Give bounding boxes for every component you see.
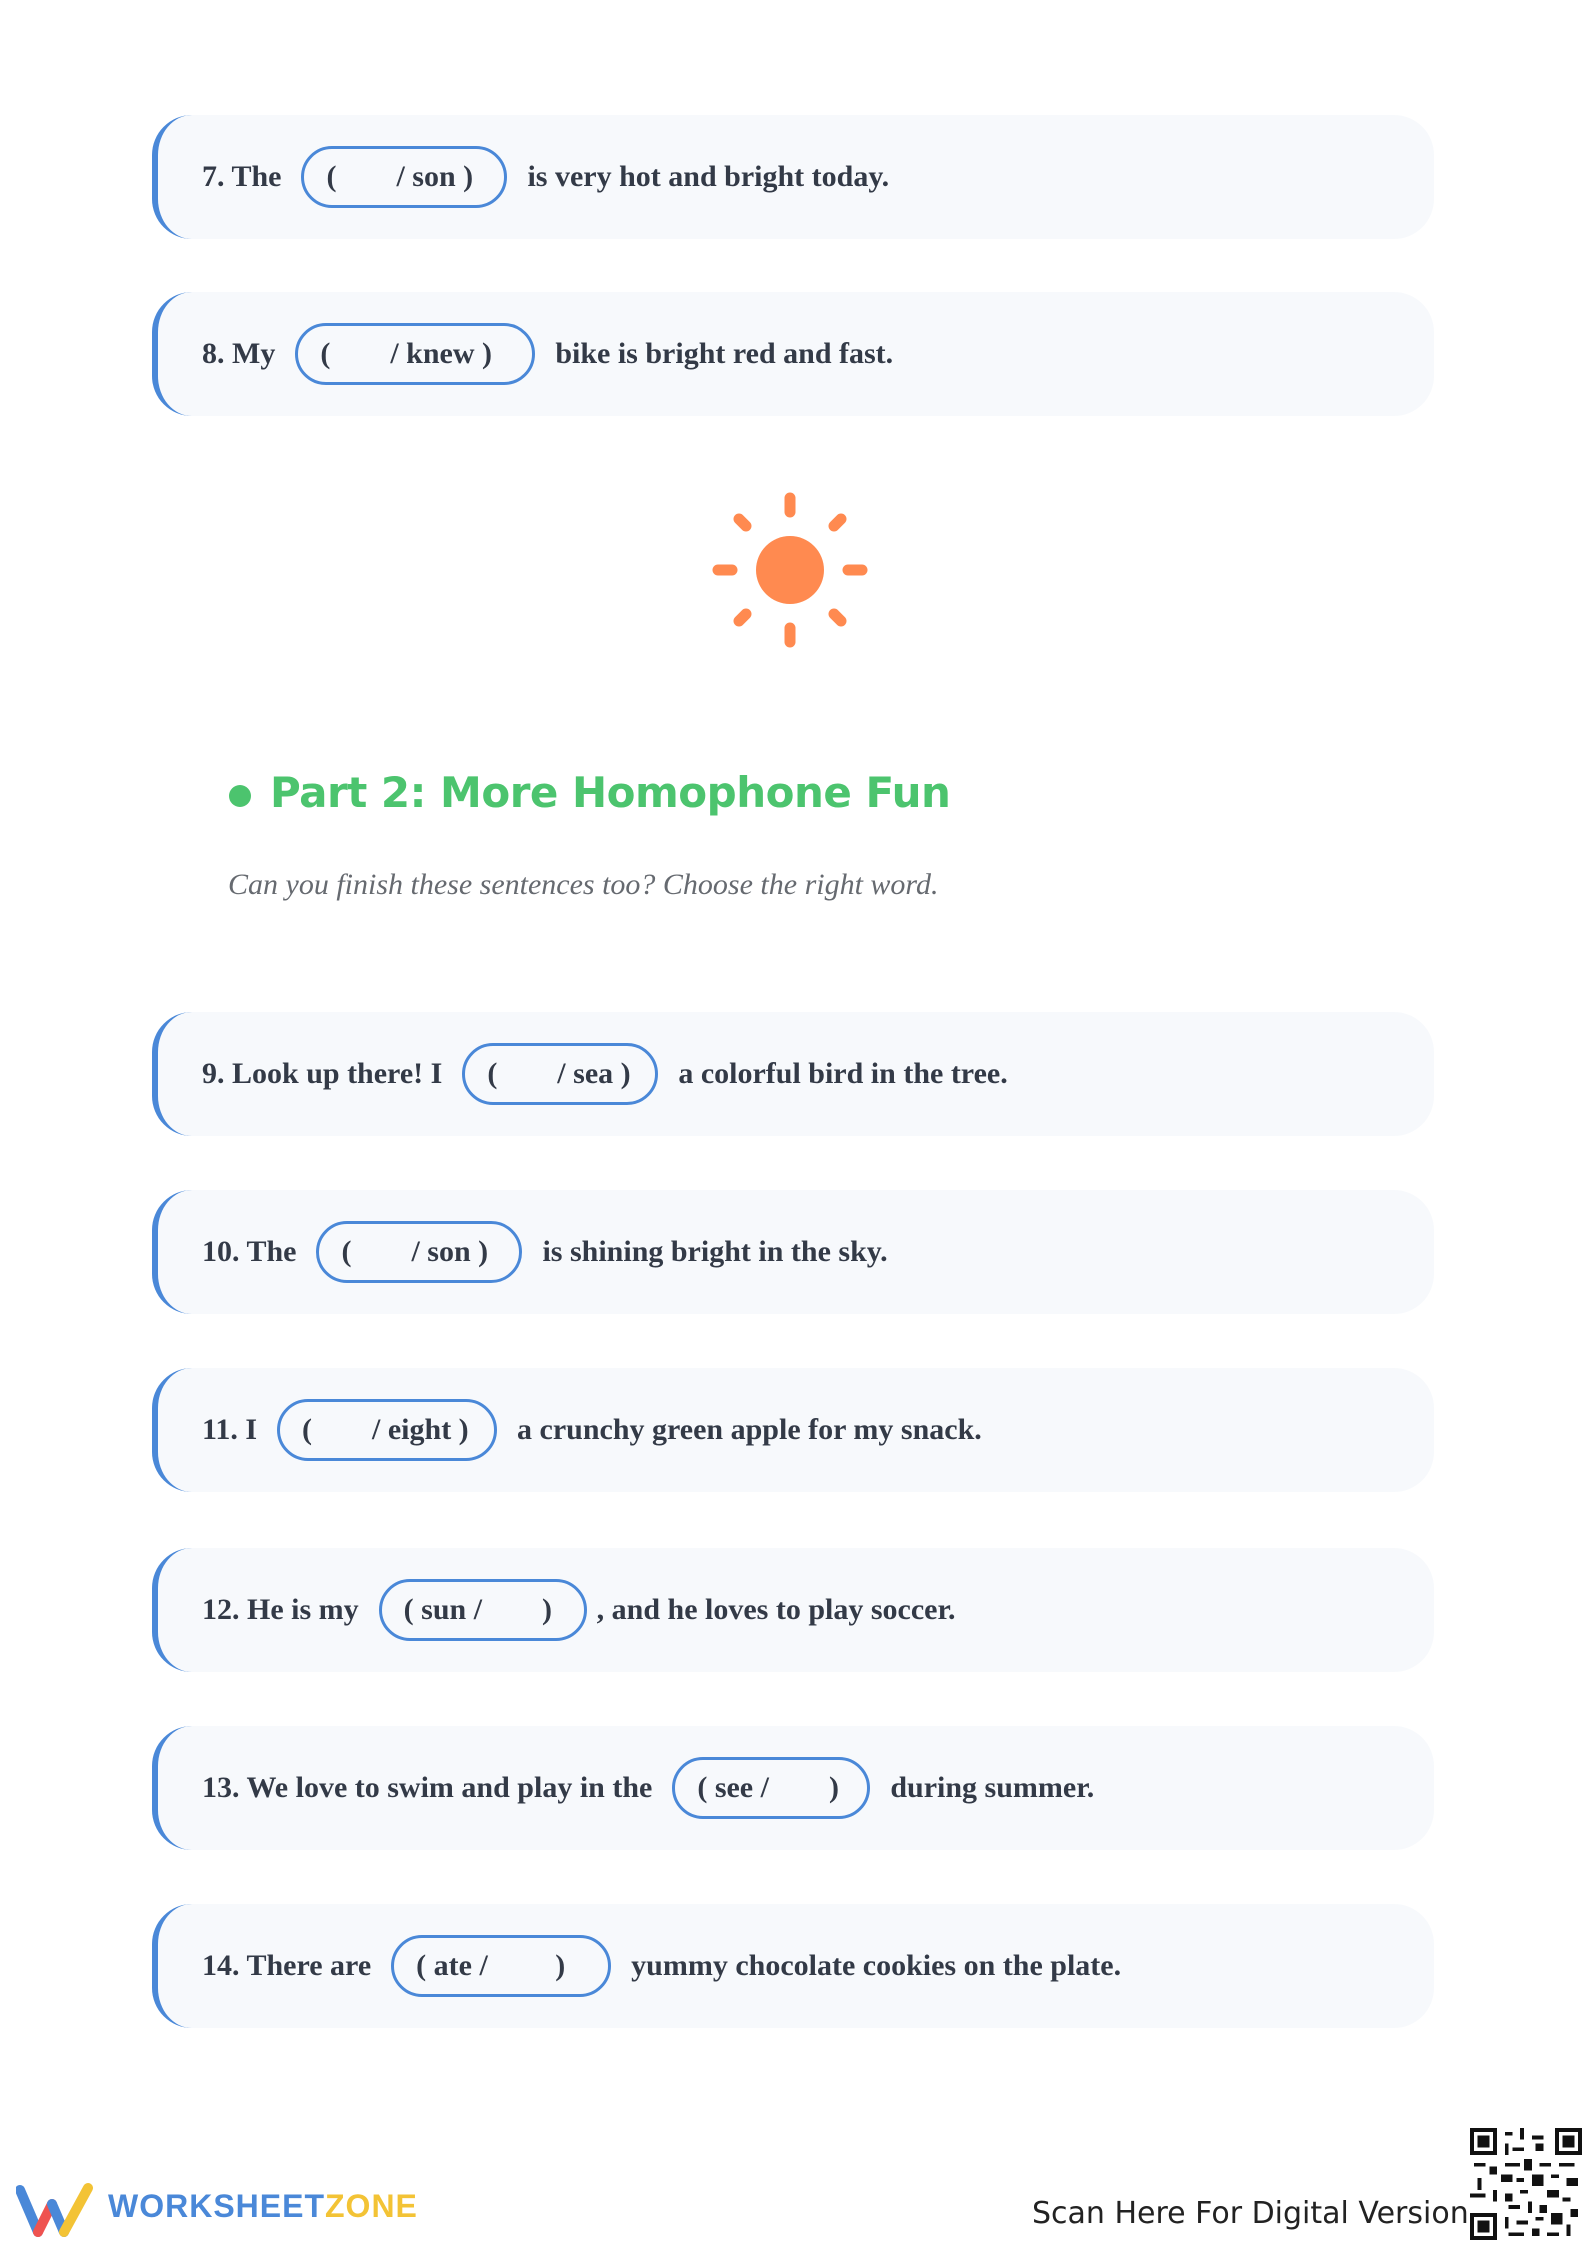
question-text-after: a colorful bird in the tree. bbox=[678, 1057, 1008, 1090]
question-13 bbox=[152, 1726, 1434, 1850]
scan-instruction: Scan Here For Digital Version bbox=[1032, 2196, 1469, 2231]
question-text-after: is shining bright in the sky. bbox=[542, 1235, 888, 1268]
question-11 bbox=[152, 1368, 1434, 1492]
qr-code-icon[interactable] bbox=[1470, 2128, 1582, 2240]
question-text-after: , and he loves to play soccer. bbox=[596, 1593, 956, 1626]
question-text-after: is very hot and bright today. bbox=[527, 160, 890, 193]
answer-choice-pill[interactable]: ( / knew ) bbox=[295, 323, 535, 385]
question-text-before: 7. The bbox=[202, 160, 282, 193]
answer-choice-pill[interactable]: ( see / ) bbox=[672, 1757, 870, 1819]
question-10 bbox=[152, 1190, 1434, 1314]
question-8 bbox=[152, 292, 1434, 416]
question-text-before: 9. Look up there! I bbox=[202, 1057, 443, 1090]
sun-icon bbox=[710, 490, 870, 650]
brand-name bbox=[108, 2188, 418, 2225]
question-7 bbox=[152, 115, 1434, 239]
answer-choice-pill[interactable]: ( / son ) bbox=[316, 1221, 522, 1283]
section-title: Part 2: More Homophone Fun bbox=[270, 768, 951, 817]
question-text-before: 10. The bbox=[202, 1235, 297, 1268]
question-text-before: 11. I bbox=[202, 1413, 258, 1446]
brand-name-part1: WORKSHEET bbox=[108, 2188, 325, 2224]
question-text-after: yummy chocolate cookies on the plate. bbox=[631, 1949, 1122, 1982]
question-text-before: 14. There are bbox=[202, 1949, 372, 1982]
question-12 bbox=[152, 1548, 1434, 1672]
answer-choice-pill[interactable]: ( / eight ) bbox=[277, 1399, 497, 1461]
section-subtitle: Can you finish these sentences too? Choose the right word. bbox=[228, 868, 939, 901]
answer-choice-pill[interactable]: ( ate / ) bbox=[391, 1935, 611, 1997]
question-text-before: 8. My bbox=[202, 337, 276, 370]
question-text-before: 12. He is my bbox=[202, 1593, 359, 1626]
answer-choice-pill[interactable]: ( / son ) bbox=[301, 146, 507, 208]
question-text-before: 13. We love to swim and play in the bbox=[202, 1771, 653, 1804]
brand-name-part2: ZONE bbox=[325, 2188, 418, 2224]
question-text-after: a crunchy green apple for my snack. bbox=[517, 1413, 982, 1446]
answer-choice-pill[interactable]: ( / sea ) bbox=[462, 1043, 658, 1105]
question-9 bbox=[152, 1012, 1434, 1136]
section-bullet bbox=[229, 785, 251, 807]
answer-choice-pill[interactable]: ( sun / ) bbox=[379, 1579, 587, 1641]
question-14 bbox=[152, 1904, 1434, 2028]
worksheetzone-logo-icon bbox=[16, 2182, 96, 2238]
question-text-after: bike is bright red and fast. bbox=[555, 337, 894, 370]
question-text-after: during summer. bbox=[890, 1771, 1095, 1804]
